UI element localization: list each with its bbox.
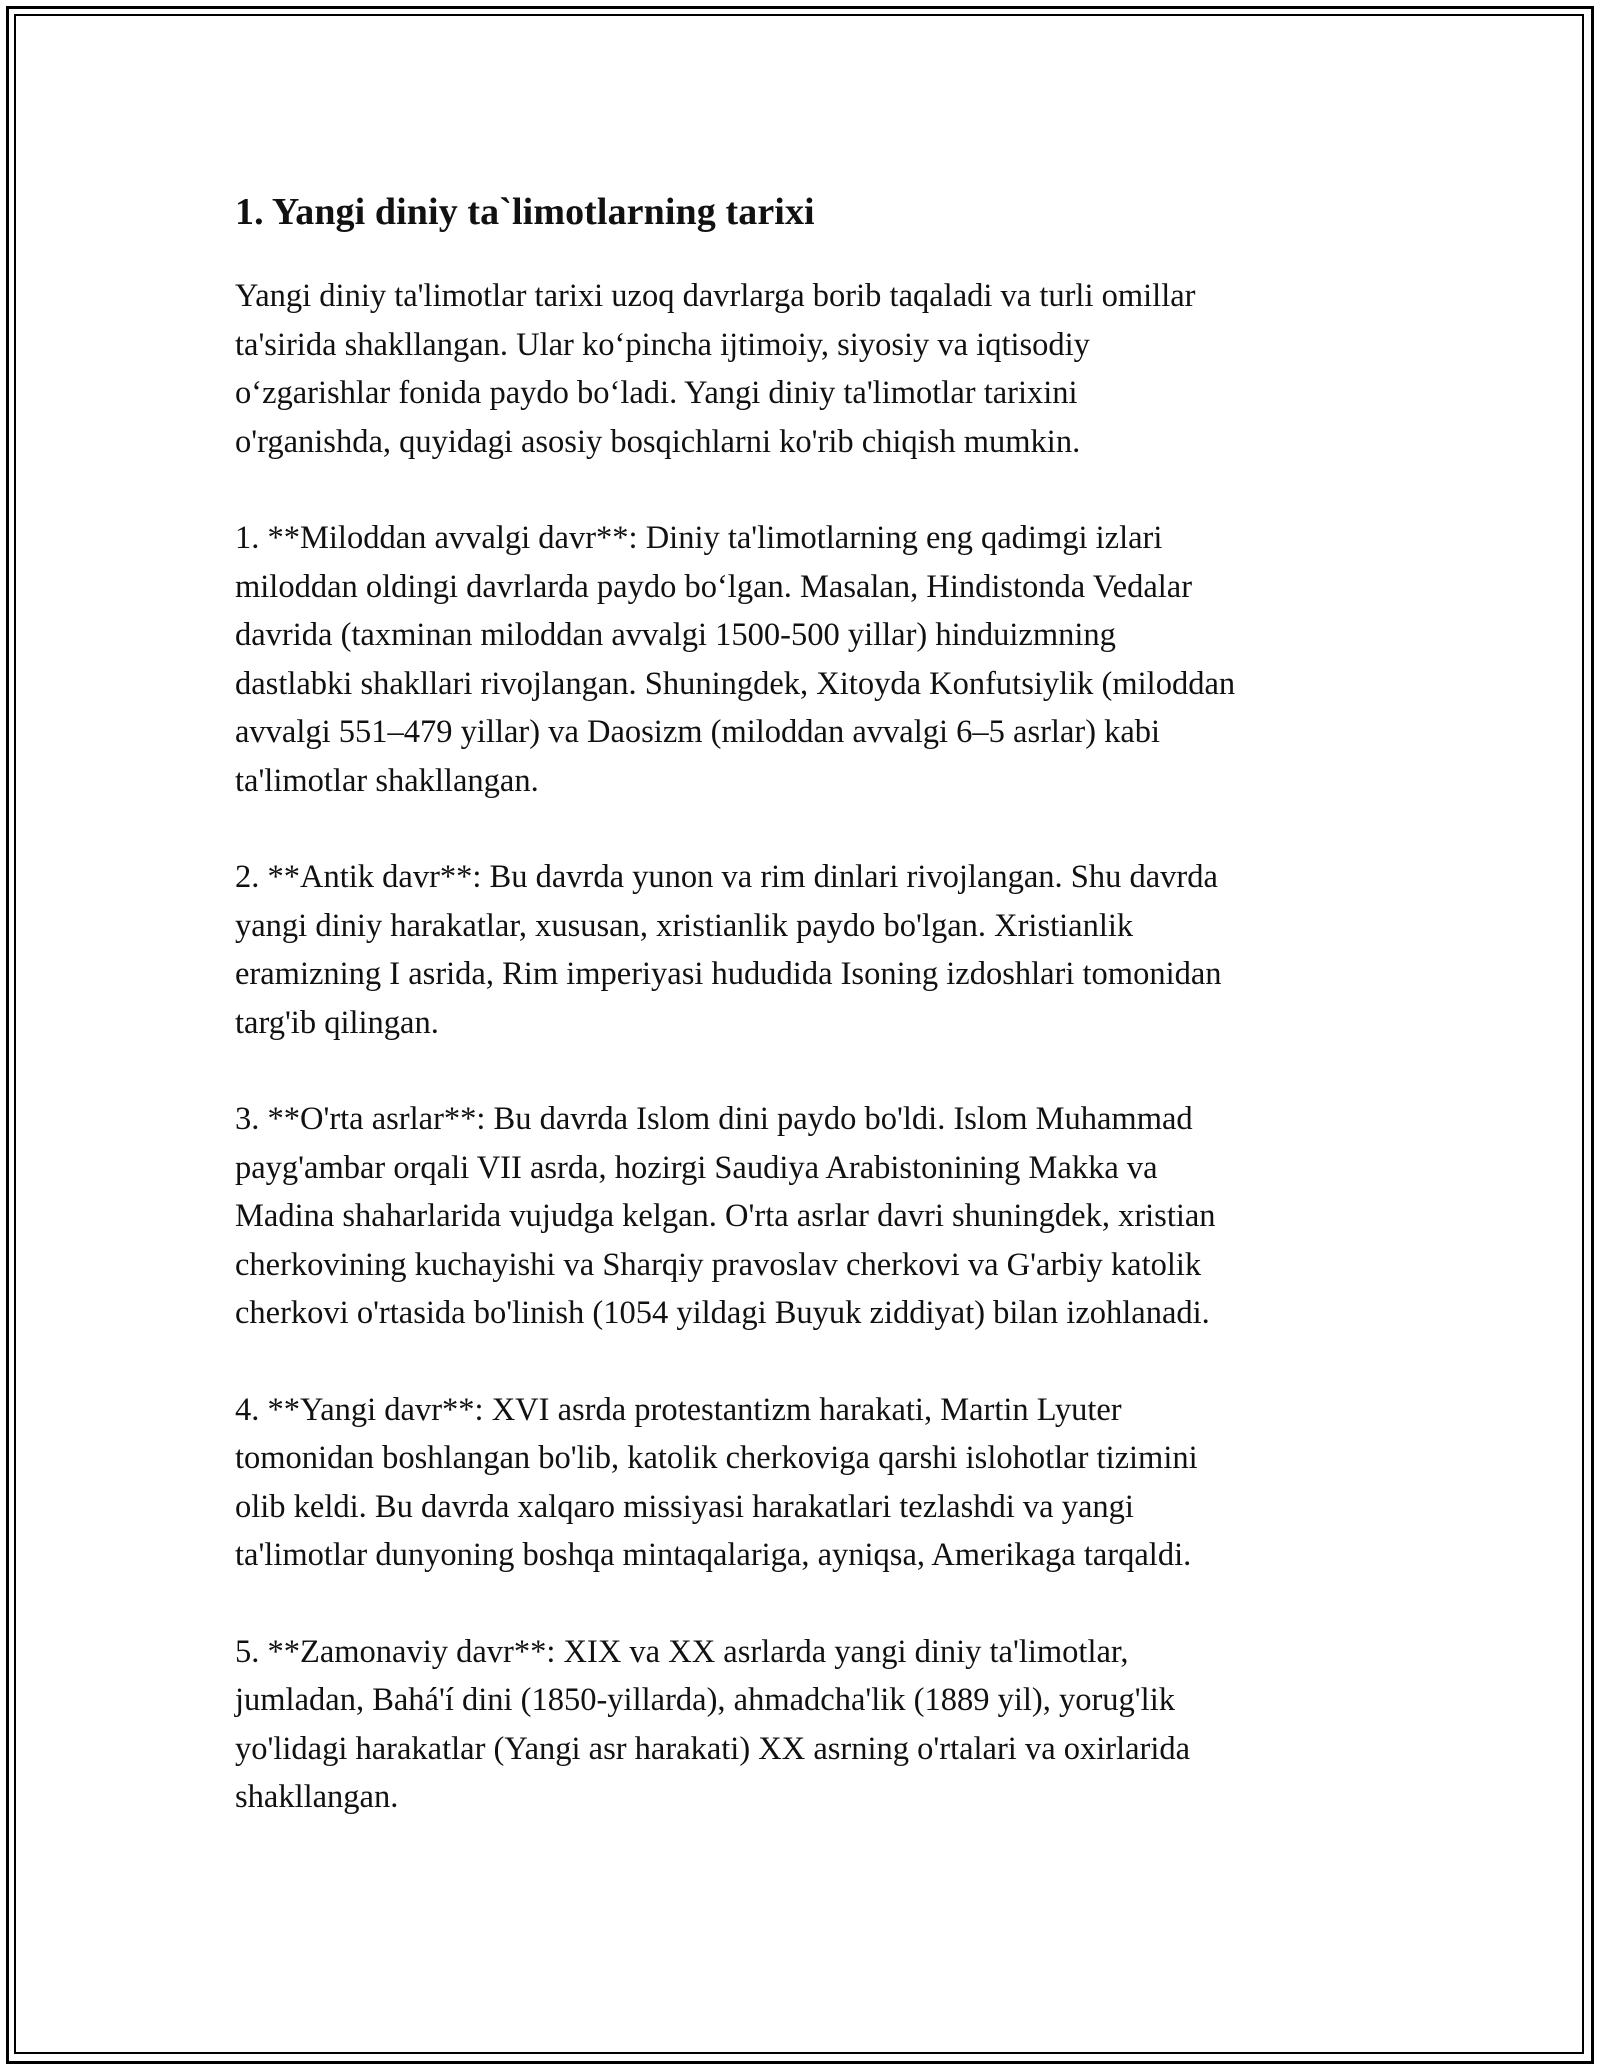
paragraph-new-era: 4. **Yangi davr**: XVI asrda protestantizm harakati, Martin Lyuter tomonidan boshlangan bo'lib, katolik cherkoviga qarshi islohotlar tizimini olib keldi. Bu davrda xalqaro missiyasi harakatlari tezlashdi va yangi ta'limotlar dunyoning boshqa mintaqalariga, ayniqsa, Amerikaga tarqaldi. [235,1391,1198,1573]
paragraph-antique-era: 2. **Antik davr**: Bu davrda yunon va rim dinlari rivojlangan. Shu davrda yangi diniy harakatlar, xususan, xristianlik paydo bo'lgan. Xristianlik eramizning I asrida, Rim imperiyasi hududida Isoning izdoshlari tomonidan targ'ib qilingan. [235,859,1222,1041]
document-heading: 1. Yangi diniy ta`limotlarning tarixi [235,191,815,233]
paragraph-modern-era: 5. **Zamonaviy davr**: XIX va XX asrlarda yangi diniy ta'limotlar, jumladan, Bahá'í dini (1850-yillarda), ahmadcha'lik (1889 yil), yorug'lik yo'lidagi harakatlar (Yangi asr harakati) XX asrning o'rtalari va oxirlarida shakllangan. [235,1633,1191,1815]
paragraph-ancient-era: 1. **Miloddan avvalgi davr**: Diniy ta'limotlarning eng qadimgi izlari miloddan oldingi davrlarda paydo bo‘lgan. Masalan, Hindistonda Vedalar davrida (taxminan miloddan avvalgi 1500-500 yillar) hinduizmning dastlabki shakllari rivojlangan. Shuningdek, Xitoyda Konfutsiylik (miloddan avvalgi 551–479 yillar) va Daosizm (miloddan avvalgi 6–5 asrlar) kabi ta'limotlar shakllangan. [235,520,1236,799]
paragraph-middle-ages: 3. **O'rta asrlar**: Bu davrda Islom dini paydo bo'ldi. Islom Muhammad payg'ambar orqali VII asrda, hozirgi Saudiya Arabistonining Makka va Madina shaharlarida vujudga kelgan. O'rta asrlar davri shuningdek, xristian cherkovining kuchayishi va Sharqiy pravoslav cherkovi va G'arbiy katolik cherkovi o'rtasida bo'linish (1054 yildagi Buyuk ziddiyat) bilan izohlanadi. [235,1101,1216,1331]
intro-paragraph: Yangi diniy ta'limotlar tarixi uzoq davrlarga borib taqaladi va turli omillar ta'sirida shakllangan. Ular ko‘pincha ijtimoiy, siyosiy va iqtisodiy o‘zgarishlar fonida paydo bo‘ladi. Yangi diniy ta'limotlar tarixini o'rganishda, quyidagi asosiy bosqichlarni ko'rib chiqish mumkin. [235,278,1196,460]
document-page [235,186,1385,1870]
